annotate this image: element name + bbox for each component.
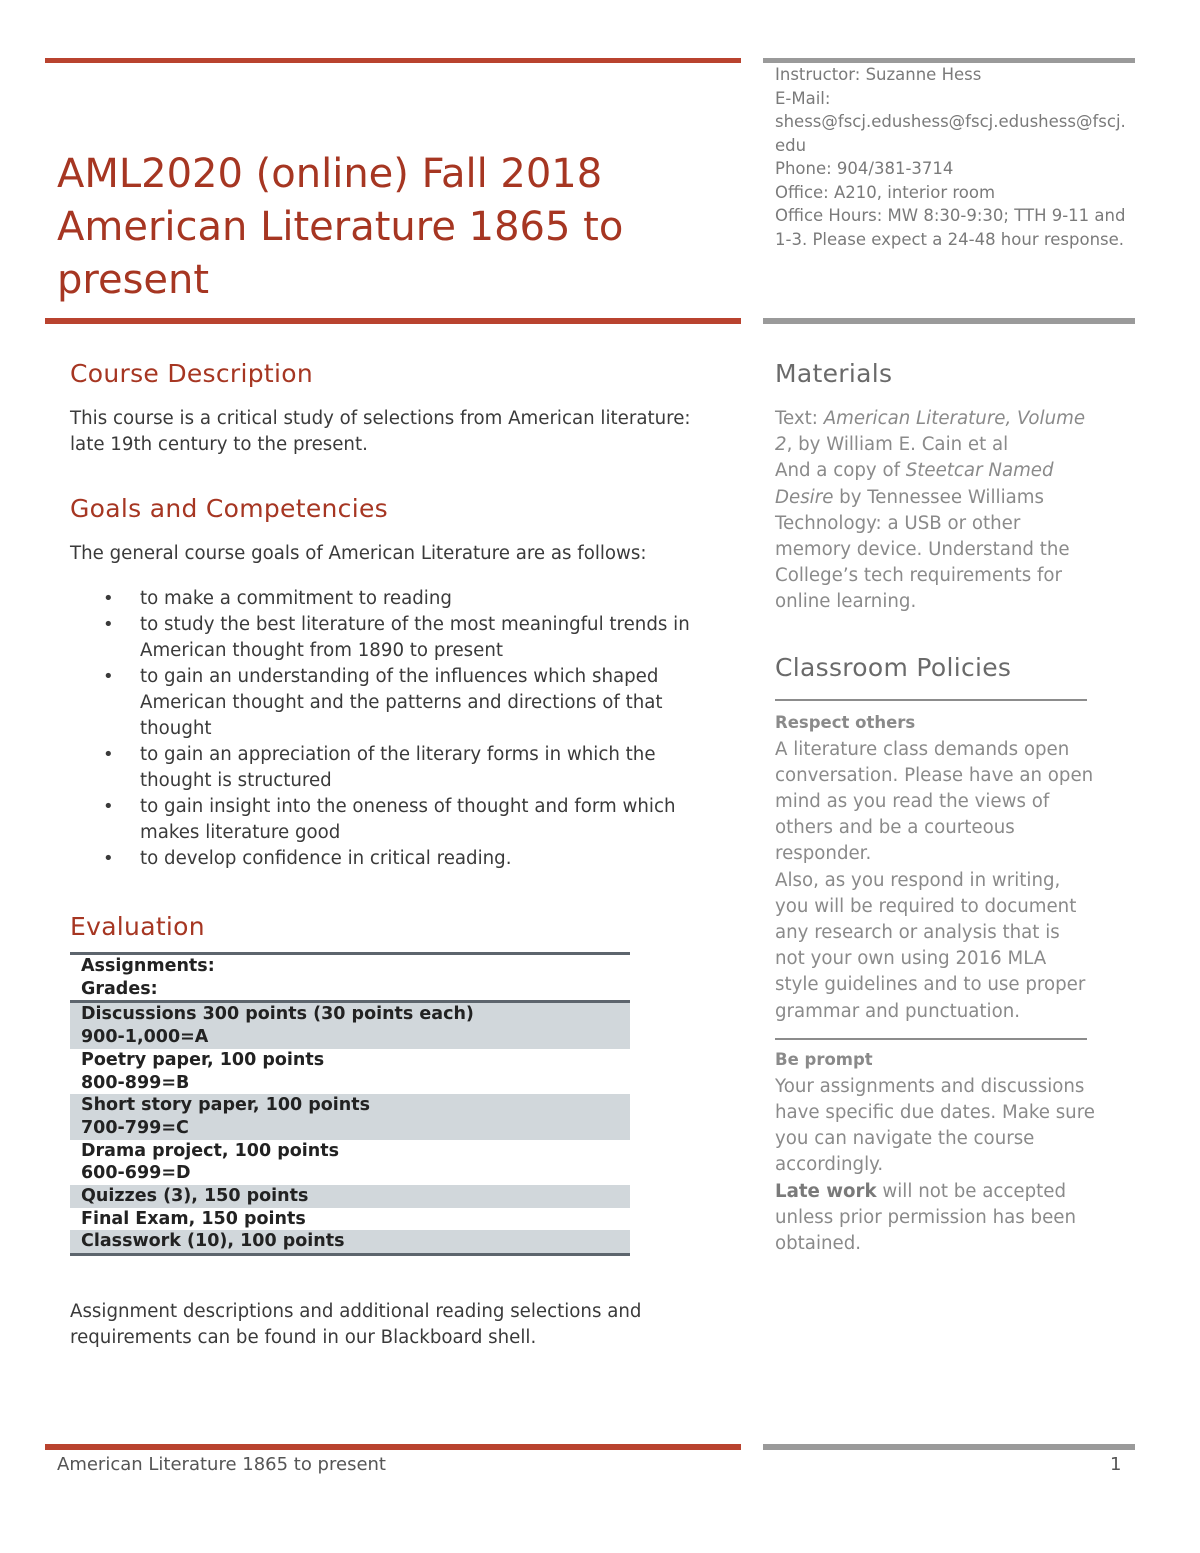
bullet-icon: • [103,666,114,687]
title-line1: AML2020 (online) Fall 2018 [57,151,603,197]
bullet-icon: • [103,848,114,869]
instructor-name: Instructor: Suzanne Hess [775,65,982,84]
table-row: Assignments: Grades: [70,954,630,1002]
goals-list [70,586,730,872]
divider [775,699,1087,701]
table-row: Final Exam, 150 points [81,1208,306,1229]
prompt-text: Your assignments and discussions have specific due dates. Make sure you can navigate the course accordingly. [775,1075,1095,1176]
page-title [57,148,737,307]
table-row: Drama project, 100 points 600-699=D [81,1140,340,1184]
bullet-icon: • [103,588,114,609]
textbook: Text: American Literature, Volume 2, by William E. Cain et al [775,408,1086,456]
prompt-heading: Be prompt [775,1049,873,1069]
list-item: • to gain insight into the oneness of thought and form which makes literature good [103,796,676,843]
email-label: E-Mail: [775,88,831,108]
office-hours: Office Hours: MW 8:30-9:30; TTH 9-11 and 1-3. Please expect a 24-48 hour response. [775,206,1126,249]
instructor-contact [775,63,1135,251]
main-column [70,356,730,1351]
title-line2: American Literature 1865 to present [57,204,624,303]
email-address[interactable]: shess@fscj.edushess@fscj.edushess@fscj.edu [775,112,1126,155]
evaluation-table [70,952,630,1256]
list-item: • to study the best literature of the most meaningful trends in American thought from 1890 to present [103,614,690,661]
table-row: Discussions 300 points (30 points each) 900-1,000=A [70,1002,630,1049]
list-item: • to make a commitment to reading [70,586,730,612]
goals-heading: Goals and Competencies [70,494,388,523]
respect-text: A literature class demands open conversation. Please have an open mind as you read the views of others and be a courteous responder. [775,738,1094,865]
footer-rule-right [763,1444,1135,1450]
office: Office: A210, interior room [775,182,996,202]
respect-heading: Respect others [775,712,916,732]
bullet-icon: • [103,744,114,765]
additional-book: And a copy of Steetcar Named Desire by Tennessee Williams [775,460,1054,508]
goals-intro: The general course goals of American Literature are as follows: [70,543,647,564]
materials-text [775,406,1095,616]
evaluation-note: Assignment descriptions and additional reading selections and requirements can be found in our Blackboard shell. [70,1301,642,1349]
materials-heading: Materials [775,359,893,388]
technology: Technology: a USB or other memory device. Understand the College’s tech requirements for online learning. [775,512,1070,613]
policies-heading: Classroom Policies [775,652,1012,682]
top-rule-left [45,58,741,63]
table-row: Classwork (10), 100 points [70,1230,630,1254]
course-description-text: This course is a critical study of selections from American literature: late 19th century to the present. [70,408,691,455]
footer-rule-left [45,1444,741,1450]
page-number: 1 [1110,1454,1122,1475]
list-item: • to gain an understanding of the influences which shaped American thought and the patterns and directions of that thought [103,666,663,739]
bullet-icon: • [103,614,114,635]
respect-text-2: Also, as you respond in writing, you will be required to document any research or analysis that is not your own using 2016 MLA style guidelines and to use proper grammar and punctuation. [775,869,1086,1022]
late-work-text: Late work will not be accepted unless prior permission has been obtained. [775,1180,1076,1255]
phone: Phone: 904/381-3714 [775,159,954,178]
sidebar-column [775,356,1095,1257]
list-item: • to develop confidence in critical reading. [70,846,730,872]
table-row: Short story paper, 100 points 700-799=C [70,1094,630,1139]
header-rule-right [763,318,1135,324]
evaluation-heading: Evaluation [70,912,205,941]
header-rule-left [45,318,741,324]
list-item: • to gain an appreciation of the literary forms in which the thought is structured [103,744,656,791]
table-row: Poetry paper, 100 points 800-899=B [81,1049,325,1093]
bullet-icon: • [103,796,114,817]
divider [775,1038,1087,1040]
footer-title: American Literature 1865 to present [57,1454,386,1475]
course-description-heading: Course Description [70,359,314,388]
table-row: Quizzes (3), 150 points [70,1185,630,1208]
